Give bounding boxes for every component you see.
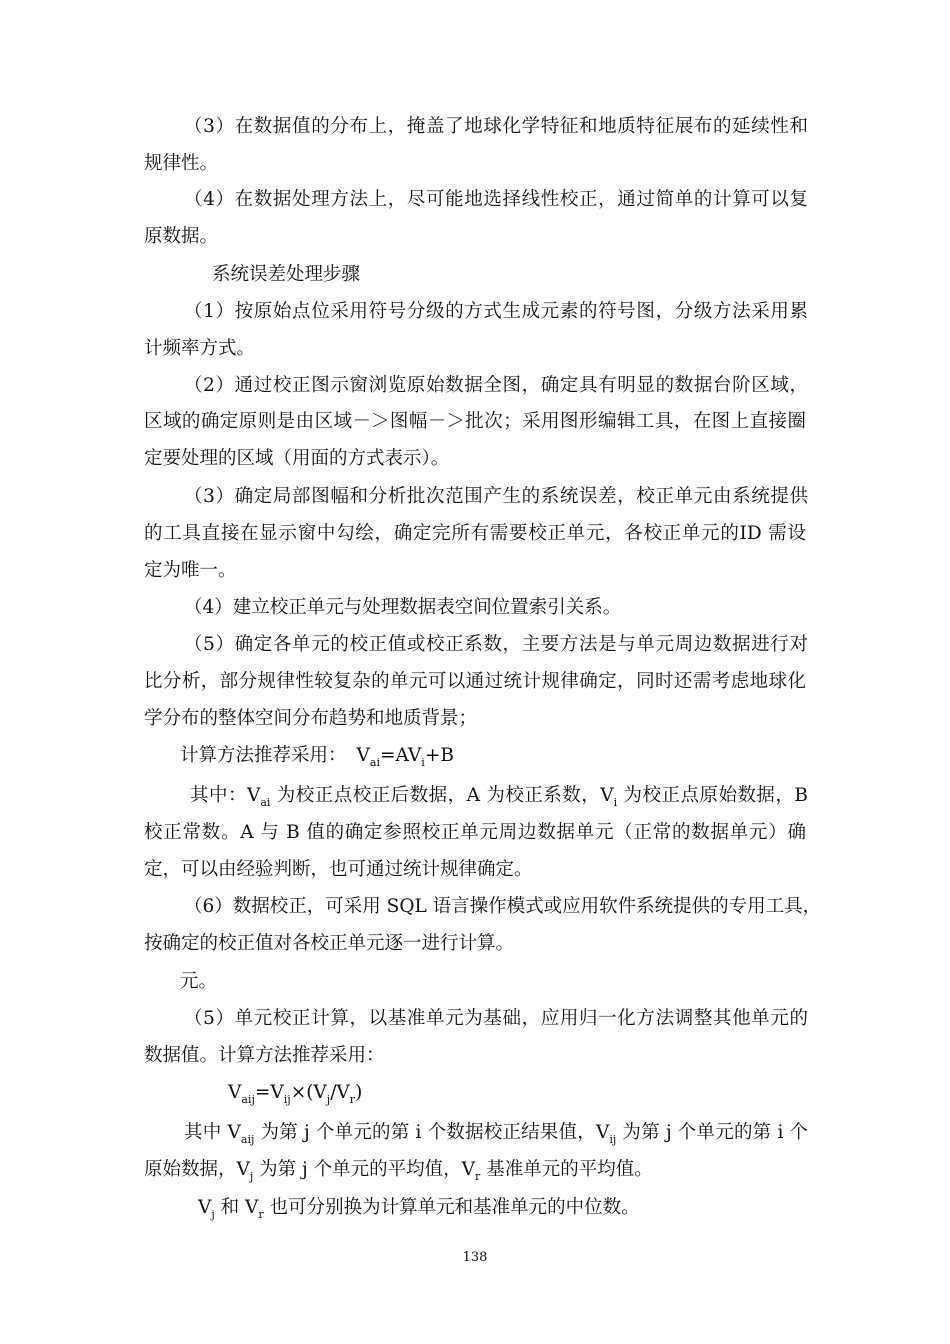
section-heading: 系统误差处理步骤 [212, 264, 361, 285]
formula-1-v: V [356, 745, 370, 766]
where-3-line: $V_j$ 和 $V_r$ 也可分别换为计算单元和基准单元的中位数。 [198, 1197, 640, 1221]
step-5-line-1: （5）确定各单元的校正值或校正系数，主要方法是与单元周边数据进行对 [184, 634, 808, 655]
step-3-line-1: （3）确定局部图幅和分析批次范围产生的系统误差，校正单元由系统提供 [184, 486, 808, 507]
formula-1-line [180, 744, 454, 768]
step-2-line-2: 区域的确定原则是由区域－＞图幅－＞批次；采用图形编辑工具，在图上直接圈 [144, 411, 806, 432]
formula-1-tail: +B [424, 745, 454, 766]
step-2-line-1: （2）通过校正图示窗浏览原始数据全图，确定具有明显的数据台阶区域， [184, 375, 808, 396]
where-1-line-1: 其中：$V_{ai}$ 为校正点校正后数据，A 为校正系数，$V_i$ 为校正点原始数据，B [190, 785, 809, 809]
formula-1-sub-i: i [421, 756, 425, 769]
fragment-line: 元。 [180, 971, 218, 992]
where-1-line-3: 定，可以由经验判断，也可通过统计规律确定。 [144, 859, 533, 880]
step-1-line-1: （1）按原始点位采用符号分级的方式生成元素的符号图，分级方法采用累 [184, 301, 808, 322]
step-3-line-3: 定为唯一。 [144, 560, 237, 581]
step-1-line-2: 计频率方式。 [144, 338, 256, 359]
step-7-line-1: （5）单元校正计算，以基准单元为基础，应用归一化方法调整其他单元的 [184, 1008, 808, 1029]
formula-1-sub-ai: ai [369, 756, 380, 769]
where-2-line-1: 其中 $V_{aij}$ 为第 j 个单元的第 i 个数据校正结果值，$V_{ij}$ 为第 j 个单元的第 i 个 [184, 1122, 808, 1146]
step-3-line-2: 的工具直接在显示窗中勾绘，确定完所有需要校正单元，各校正单元的ID 需设 [144, 523, 806, 544]
para-2-line-2: 原数据。 [144, 226, 219, 247]
step-5-line-3: 学分布的整体空间分布趋势和地质背景； [144, 708, 478, 729]
para-1-line-2: 规律性。 [144, 153, 219, 174]
step-6-line-1: （6）数据校正，可采用 SQL 语言操作模式或应用软件系统提供的专用工具， [184, 896, 822, 917]
page-number: 138 [462, 1250, 488, 1265]
para-1-line-1: （3）在数据值的分布上，掩盖了地球化学特征和地质特征展布的延续性和 [184, 116, 808, 137]
step-2-line-3: 定要处理的区域（用面的方式表示）。 [144, 448, 450, 469]
where-2-line-2: 原始数据，$V_j$ 为第 j 个单元的平均值，$V_r$ 基准单元的平均值。 [144, 1159, 653, 1183]
formula-1-label: 计算方法推荐采用： [180, 745, 347, 766]
step-4-line: （4）建立校正单元与处理数据表空间位置索引关系。 [184, 597, 622, 618]
formula-2-line: $V_{aij}=V_{ij}\times(V_j/V_r)$ [228, 1082, 363, 1106]
para-2-line-1: （4）在数据处理方法上，尽可能地选择线性校正，通过简单的计算可以复 [184, 189, 808, 210]
step-6-line-2: 按确定的校正值对各校正单元逐一进行计算。 [144, 933, 515, 954]
formula-1-eq: =AV [379, 745, 422, 766]
step-5-line-2: 比分析，部分规律性较复杂的单元可以通过统计规律确定，同时还需考虑地球化 [144, 671, 806, 692]
where-1-line-2: 校正常数。A 与 B 值的确定参照校正单元周边数据单元（正常的数据单元）确 [144, 822, 806, 843]
step-7-line-2: 数据值。计算方法推荐采用： [144, 1045, 385, 1066]
